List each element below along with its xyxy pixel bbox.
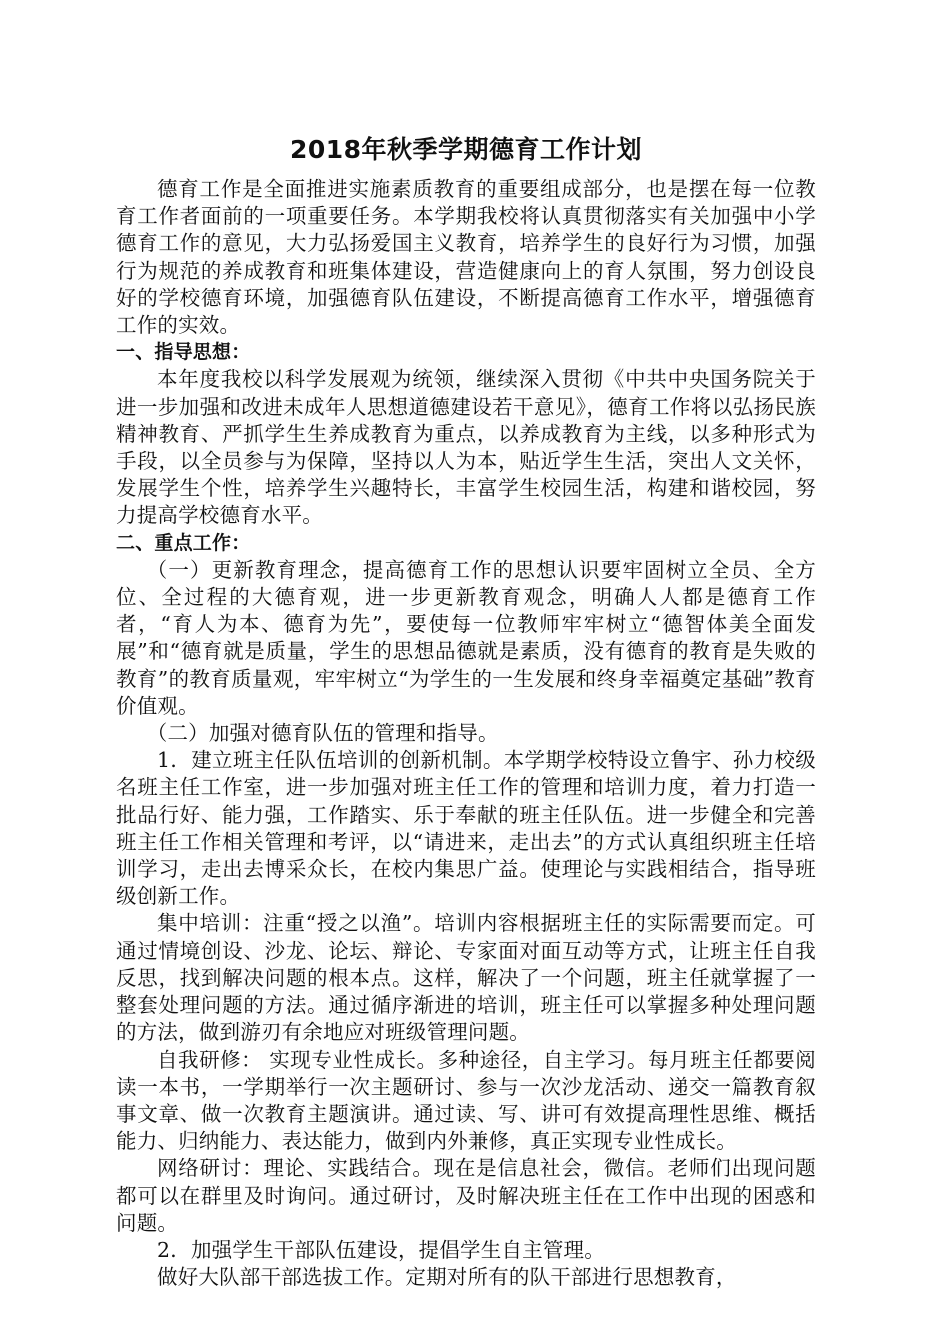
section-heading-key-work: 二、重点工作： — [116, 531, 251, 554]
key-work-subitem-2: 2．加强学生干部队伍建设，提倡学生自主管理。 — [157, 1237, 605, 1262]
key-work-item-1: （一）更新教育理念，提高德育工作的思想认识要牢固树立全员、全方位、全过程的大德育观，进一步更新教育观念，明确人人都是德育工作者，“育人为本、德育为先”，要使每一位教师牢牢树立“德智体美全面发展”和“德育就是质量，学生的思想品德就是素质，没有德育的教育是失败的教育”的教育质量观，牢牢树立“为学生的一生发展和终身幸福奠定基础”教育价值观。 — [116, 557, 816, 718]
document-body — [116, 130, 816, 1291]
cadre-selection-paragraph: 做好大队部干部选拔工作。定期对所有的队干部进行思想教育， — [157, 1265, 737, 1290]
self-study-paragraph: 自我研修： 实现专业性成长。多种途径，自主学习。每月班主任都要阅读一本书，一学期举行一次主题研讨、参与一次沙龙活动、递交一篇教育叙事文章、做一次教育主题演讲。通过读、写、讲可有效提高理性思维、概括能力、归纳能力、表达能力，做到内外兼修，真正实现专业性成长。 — [116, 1047, 816, 1154]
online-discussion-paragraph: 网络研讨：理论、实践结合。现在是信息社会，微信。老师们出现问题都可以在群里及时询问。通过研讨，及时解决班主任在工作中出现的困惑和问题。 — [116, 1156, 816, 1235]
centralized-training-paragraph: 集中培训：注重“授之以渔”。培训内容根据班主任的实际需要而定。可通过情境创设、沙龙、论坛、辩论、专家面对面互动等方式，让班主任自我反思，找到解决问题的根本点。这样，解决了一个问题，班主任就掌握了一整套处理问题的方法。通过循序渐进的培训，班主任可以掌握多种处理问题的方法，做到游刃有余地应对班级管理问题。 — [116, 911, 816, 1045]
document-title: 2018年秋季学期德育工作计划 — [289, 135, 643, 164]
key-work-item-2: （二）加强对德育队伍的管理和指导。 — [146, 721, 499, 746]
guiding-ideology-paragraph: 本年度我校以科学发展观为统领，继续深入贯彻《中共中央国务院关于进一步加强和改进未成年人思想道德建设若干意见》，德育工作将以弘扬民族精神教育、严抓学生生养成教育为重点，以养成教育为主线，以多种形式为手段，以全员参与为保障，坚持以人为本，贴近学生生活，突出人文关怀，发展学生个性，培养学生兴趣特长，丰富学生校园生活，构建和谐校园，努力提高学校德育水平。 — [116, 367, 816, 528]
section-heading-guiding-ideology: 一、指导思想： — [116, 341, 251, 364]
intro-paragraph: 德育工作是全面推进实施素质教育的重要组成部分，也是摆在每一位教育工作者面前的一项重要任务。本学期我校将认真贯彻落实有关加强中小学德育工作的意见，大力弘扬爱国主义教育，培养学生的良好行为习惯，加强行为规范的养成教育和班集体建设，营造健康向上的育人氛围，努力创设良好的学校德育环境，加强德育队伍建设，不断提高德育工作水平，增强德育工作的实效。 — [116, 177, 816, 338]
key-work-subitem-1: 1．建立班主任队伍培训的创新机制。本学期学校特设立鲁宇、孙力校级名班主任工作室，进一步加强对班主任工作的管理和培训力度，着力打造一批品行好、能力强，工作踏实、乐于奉献的班主任队伍。进一步健全和完善班主任工作相关管理和考评，以“请进来，走出去”的方式认真组织班主任培训学习，走出去博采众长，在校内集思广益。使理论与实践相结合，指导班级创新工作。 — [116, 748, 816, 909]
